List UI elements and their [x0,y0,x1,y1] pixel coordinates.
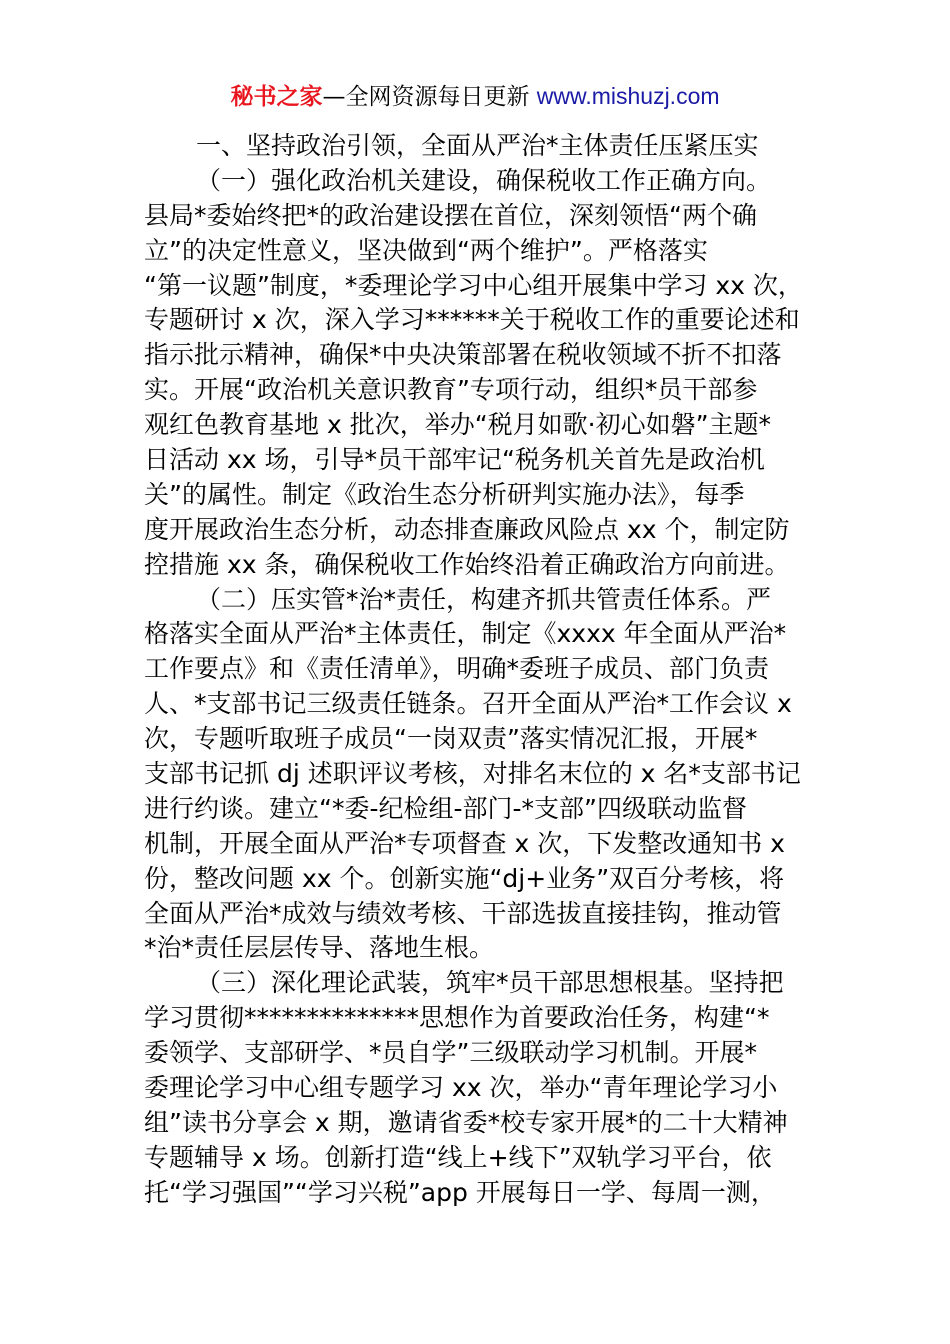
paragraph-line: 专题研讨 x 次，深入学习******关于税收工作的重要论述和 [144,305,800,335]
paragraph-line: 进行约谈。建立“*委-纪检组-部门-*支部”四级联动监督 [144,793,747,823]
paragraph-line: 份，整改问题 xx 个。创新实施“dj+业务”双百分考核，将 [144,863,785,893]
paragraph-first-line: （一）强化政治机关建设，确保税收工作正确方向。 [196,165,772,195]
paragraph-line: 立”的决定性意义，坚决做到“两个维护”。严格落实 [144,235,708,265]
paragraph-line: 度开展政治生态分析，动态排查廉政风险点 xx 个，制定防 [144,514,790,544]
paragraph-line: 工作要点》和《责任清单》，明确*委班子成员、部门负责 [144,654,770,684]
document-body [144,129,834,1211]
site-url: www.mishuzj.com [536,83,720,109]
paragraph-first-line: （二）压实管*治*责任，构建齐抓共管责任体系。严 [196,584,772,614]
paragraph-line: 委理论学习中心组专题学习 xx 次，举办“青年理论学习小 [144,1073,778,1103]
paragraph-line: 人、*支部书记三级责任链条。召开全面从严治*工作会议 x [144,689,792,719]
paragraph-line: 学习贯彻**************思想作为首要政治任务，构建“* [144,1003,770,1033]
paragraph-line: 专题辅导 x 场。创新打造“线上+线下”双轨学习平台，依 [144,1142,772,1172]
paragraph-line: 观红色教育基地 x 批次，举办“税月如歌·初心如磐”主题* [144,410,772,440]
paragraph-line: 关”的属性。制定《政治生态分析研判实施办法》，每季 [144,479,745,509]
paragraph-line: 委领学、支部研学、*员自学”三级联动学习机制。开展* [144,1038,757,1068]
paragraph-line: 全面从严治*成效与绩效考核、干部选拔直接挂钩，推动管 [144,898,782,928]
brand-name: 秘书之家 [230,84,323,110]
paragraph-line: 日活动 xx 场，引导*员干部牢记“税务机关首先是政治机 [144,445,765,475]
paragraph-line: 指示批示精神，确保*中央决策部署在税收领域不折不扣落 [144,340,782,370]
paragraph-line: 托“学习强国”“学习兴税”app 开展每日一学、每周一测， [144,1177,776,1207]
paragraph-line: 支部书记抓 dj 述职评议考核，对排名末位的 x 名*支部书记 [144,759,801,789]
paragraph-line: 机制，开展全面从严治*专项督查 x 次，下发整改通知书 x [144,828,785,858]
paragraph-line: 实。开展“政治机关意识教育”专项行动，组织*员干部参 [144,375,758,405]
paragraph-line: 组”读书分享会 x 期，邀请省委*校专家开展*的二十大精神 [144,1107,788,1137]
site-banner [0,80,950,113]
banner-slogan: —全网资源每日更新 [322,84,537,110]
paragraph-line: 次，专题听取班子成员“一岗双责”落实情况汇报，开展* [144,724,758,754]
paragraph-line: 县局*委始终把*的政治建设摆在首位，深刻领悟“两个确 [144,200,757,230]
paragraph-first-line: 一、坚持政治引领，全面从严治*主体责任压紧压实 [196,131,759,160]
paragraph-line: 格落实全面从严治*主体责任，制定《xxxx 年全面从严治* [144,619,787,649]
paragraph-line: “第一议题”制度，*委理论学习中心组开展集中学习 xx 次， [144,270,803,300]
paragraph-first-line: （三）深化理论武装，筑牢*员干部思想根基。坚持把 [196,968,784,998]
paragraph-line: 控措施 xx 条，确保税收工作始终沿着正确政治方向前进。 [144,549,790,579]
paragraph-line: *治*责任层层传导、落地生根。 [144,933,495,963]
